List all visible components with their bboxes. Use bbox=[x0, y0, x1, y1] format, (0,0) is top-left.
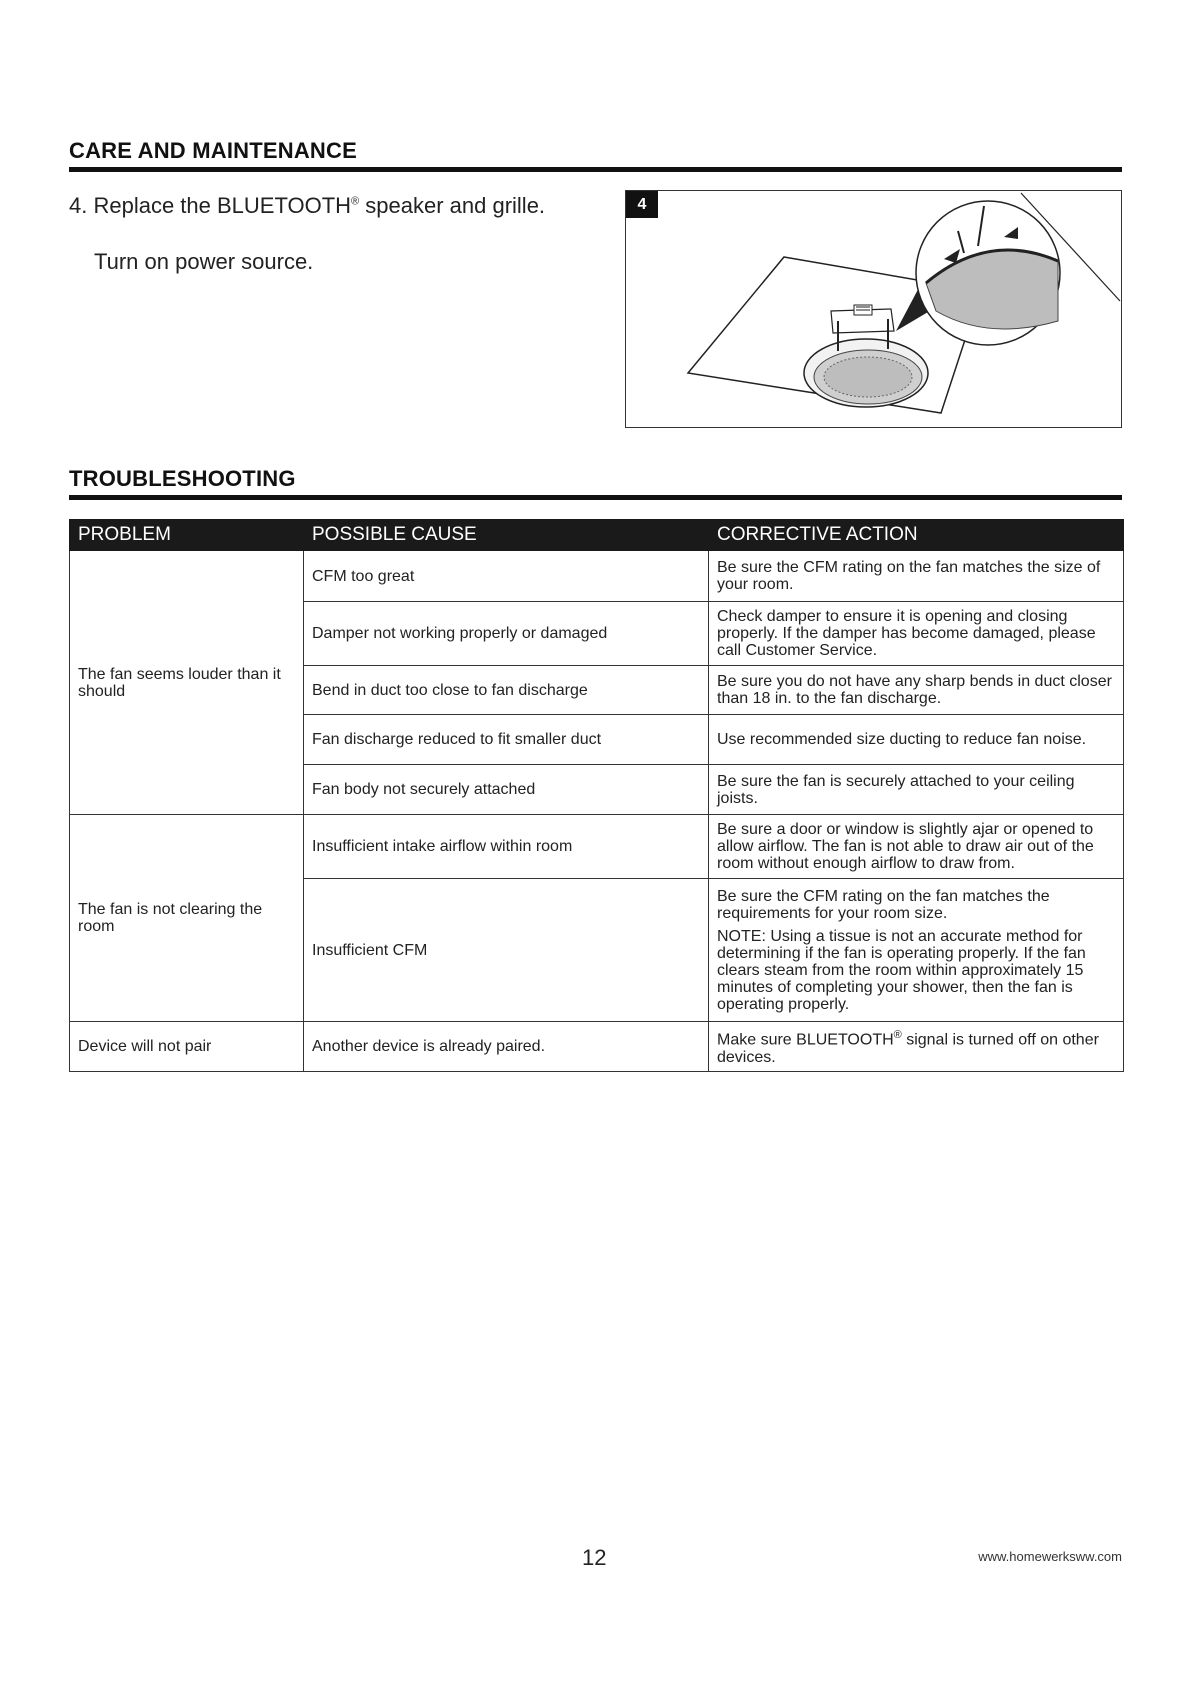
step-4-subtext: Turn on power source. bbox=[94, 249, 314, 274]
action-cell: Use recommended size ducting to reduce fan noise. bbox=[709, 715, 1124, 765]
step-4-illustration bbox=[625, 190, 1122, 428]
troubleshooting-heading-rule bbox=[69, 495, 1122, 500]
cause-cell: Insufficient intake airflow within room bbox=[304, 815, 709, 879]
table-row bbox=[70, 551, 1124, 602]
problem-cell: Device will not pair bbox=[70, 1022, 304, 1072]
problem-cell: The fan is not clearing the room bbox=[70, 815, 304, 1022]
cause-cell: Insufficient CFM bbox=[304, 879, 709, 1022]
cause-cell: Damper not working properly or damaged bbox=[304, 602, 709, 666]
action-cell: Be sure the fan is securely attached to your ceiling joists. bbox=[709, 765, 1124, 815]
table-row bbox=[70, 1022, 1124, 1072]
action-cell: Make sure BLUETOOTH® signal is turned off on other devices. bbox=[709, 1022, 1124, 1072]
page-number: 12 bbox=[582, 1545, 607, 1570]
action-cell: Be sure the CFM rating on the fan matches the size of your room. bbox=[709, 551, 1124, 602]
cause-cell: Bend in duct too close to fan discharge bbox=[304, 666, 709, 715]
action-cell: Be sure a door or window is slightly ajar or opened to allow airflow. The fan is not able to draw air out of the room without enough airflow to draw from. bbox=[709, 815, 1124, 879]
cause-cell: Fan body not securely attached bbox=[304, 765, 709, 815]
step-4-text: 4. Replace the BLUETOOTH® speaker and grille. bbox=[69, 193, 546, 218]
table-row bbox=[70, 815, 1124, 879]
figure-number-badge: 4 bbox=[626, 191, 658, 218]
action-cell: Be sure the CFM rating on the fan matches the requirements for your room size. NOTE: Using a tissue is not an accurate method for determining if the fan is operating properly. If the fan clears steam from the room within approximately 15 minutes of completing your shower, then the fan is operating properly. bbox=[709, 879, 1124, 1022]
cause-cell: Fan discharge reduced to fit smaller duct bbox=[304, 715, 709, 765]
header-possible-cause: POSSIBLE CAUSE bbox=[304, 520, 709, 551]
table-header-row bbox=[70, 520, 1124, 551]
action-cell: Check damper to ensure it is opening and closing properly. If the damper has become damaged, please call Customer Service. bbox=[709, 602, 1124, 666]
action-cell: Be sure you do not have any sharp bends in duct closer than 18 in. to the fan discharge. bbox=[709, 666, 1124, 715]
header-problem: PROBLEM bbox=[70, 520, 304, 551]
website-url: www.homewerksww.com bbox=[978, 1549, 1122, 1564]
cause-cell: CFM too great bbox=[304, 551, 709, 602]
care-heading-rule bbox=[69, 167, 1122, 172]
cause-cell: Another device is already paired. bbox=[304, 1022, 709, 1072]
troubleshooting-table bbox=[69, 519, 1124, 1072]
troubleshooting-heading: TROUBLESHOOTING bbox=[69, 466, 296, 491]
problem-cell: The fan seems louder than it should bbox=[70, 551, 304, 815]
care-maintenance-heading: CARE AND MAINTENANCE bbox=[69, 138, 357, 163]
fan-installation-drawing bbox=[626, 191, 1121, 427]
header-corrective-action: CORRECTIVE ACTION bbox=[709, 520, 1124, 551]
